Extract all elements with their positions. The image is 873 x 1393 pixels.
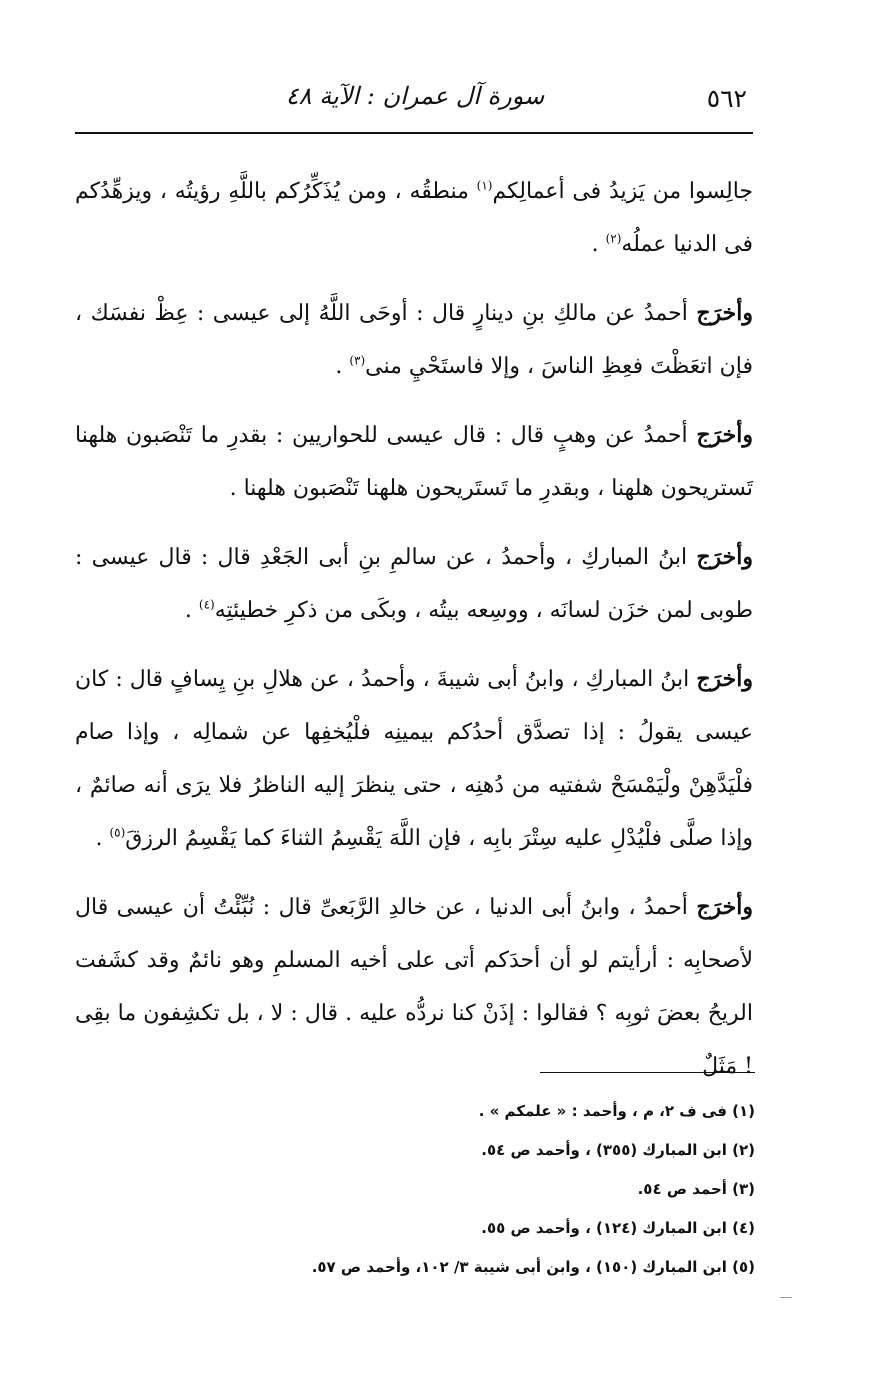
paragraph-4 <box>75 531 753 637</box>
paragraph-text: . <box>591 232 606 257</box>
paragraph-lead: وأخرَج <box>696 666 753 692</box>
paragraph-lead: وأخرَج <box>696 300 753 326</box>
header-rule <box>75 132 753 134</box>
page-number: ٥٦٢ <box>706 84 747 113</box>
paragraph-text: أحمدُ عن وهبٍ قال : قال عيسى للحواريين : بقدرِ ما تَنْصَبون هلهنا تَستريحون هلهنا ، وبقدرِ ما تَستَريحون هلهنا تَنْصَبون هلهنا . <box>75 423 753 501</box>
footnote-4: (٤) ابن المبارك (١٢٤) ، وأحمد ص ٥٥. <box>481 1219 755 1237</box>
footnote-5: (٥) ابن المبارك (١٥٠) ، وابن أبى شيبة ٣/ ١٠٢، وأحمد ص ٥٧. <box>311 1258 755 1276</box>
paragraph-1 <box>75 165 753 271</box>
running-title: سورة آل عمران : الآية ٤٨ <box>285 82 545 110</box>
paragraph-3 <box>75 409 753 515</box>
footnote-ref: (٥) <box>109 825 126 840</box>
paragraph-text: . <box>184 598 199 623</box>
paragraph-lead: وأخرَج <box>696 894 753 920</box>
paragraph-2 <box>75 287 753 393</box>
footnote-rule <box>540 1072 755 1073</box>
footnote-2: (٢) ابن المبارك (٣٥٥) ، وأحمد ص ٥٤. <box>481 1141 755 1159</box>
paragraph-text: أحمدُ عن مالكِ بنِ دينارٍ قال : أوحَى اللَّهُ إلى عيسى : عِظْ نفسَك ، فإن اتعَظْتَ فعِظِ الناسَ ، وإلا فاستَحْيِ منى <box>75 301 753 379</box>
paragraph-text: جالِسوا من يَزيدُ فى أعمالِكم <box>492 179 753 204</box>
paragraph-text: . <box>335 354 350 379</box>
footnote-ref: (١) <box>476 178 493 193</box>
paragraph-text: . <box>95 826 110 851</box>
paragraph-text: ابنُ المباركِ ، وأحمدُ ، عن سالمِ بنِ أبى الجَعْدِ قال : قال عيسى : طوبى لمن خزَن لسانَه ، ووسِعه بيتُه ، وبكَى من ذكرِ خطيئتِه <box>75 545 753 623</box>
paragraph-text: منطقُه ، ومن يُذَكِّرُكم باللَّهِ رؤيتُه ، ويزهِّدُكم فى الدنيا عملُه <box>75 179 753 257</box>
footnote-ref: (٣) <box>349 353 366 368</box>
paragraph-lead: وأخرَج <box>696 422 753 448</box>
paragraph-lead: وأخرَج <box>696 544 753 570</box>
scan-mark <box>780 1297 792 1298</box>
paragraph-5 <box>75 653 753 865</box>
paragraph-text: أحمدُ ، وابنُ أبى الدنيا ، عن خالدِ الرَّبَعىِّ قال : نُبِّئْتُ أن عيسى قال لأصحابِه : أرأيتم لو أن أحدَكم أتى على أخيه المسلمِ وهو نائمٌ وقد كشَفت الريحُ بعضَ ثوبِه ؟ فقالوا : إذَنْ كنا نردُّه عليه . قال : لا ، بل تكشِفون ما بقِى ! مَثَلٌ <box>75 895 753 1079</box>
footnote-ref: (٤) <box>198 597 215 612</box>
footnote-1: (١) فى ف ٢، م ، وأحمد : « علمكم » . <box>478 1102 755 1120</box>
paragraph-6 <box>75 881 753 1093</box>
footnotes <box>75 1092 755 1287</box>
footnote-3: (٣) أحمد ص ٥٤. <box>637 1180 755 1198</box>
footnote-ref: (٢) <box>605 231 622 246</box>
paragraph-text: ابنُ المباركِ ، وابنُ أبى شيبةَ ، وأحمدُ ، عن هلالِ بنِ يِسافٍ قال : كان عيسى يقولُ : إذا تصدَّق أحدُكم بيمينِه فلْيُخفِها عن شمالِه ، وإذا صام فلْيَدَّهِنْ ولْيَمْسَحْ شفتيه من دُهنِه ، حتى ينظرَ إليه الناظرُ فلا يرَى أنه صائمٌ ، وإذا صلَّى فلْيُدْلِ عليه سِتْرَ بابِه ، فإن اللَّهَ يَقْسِمُ الثناءَ كما يَقْسِمُ الرزقَ <box>75 667 753 851</box>
body-text <box>75 165 753 1109</box>
page-header <box>75 80 755 120</box>
